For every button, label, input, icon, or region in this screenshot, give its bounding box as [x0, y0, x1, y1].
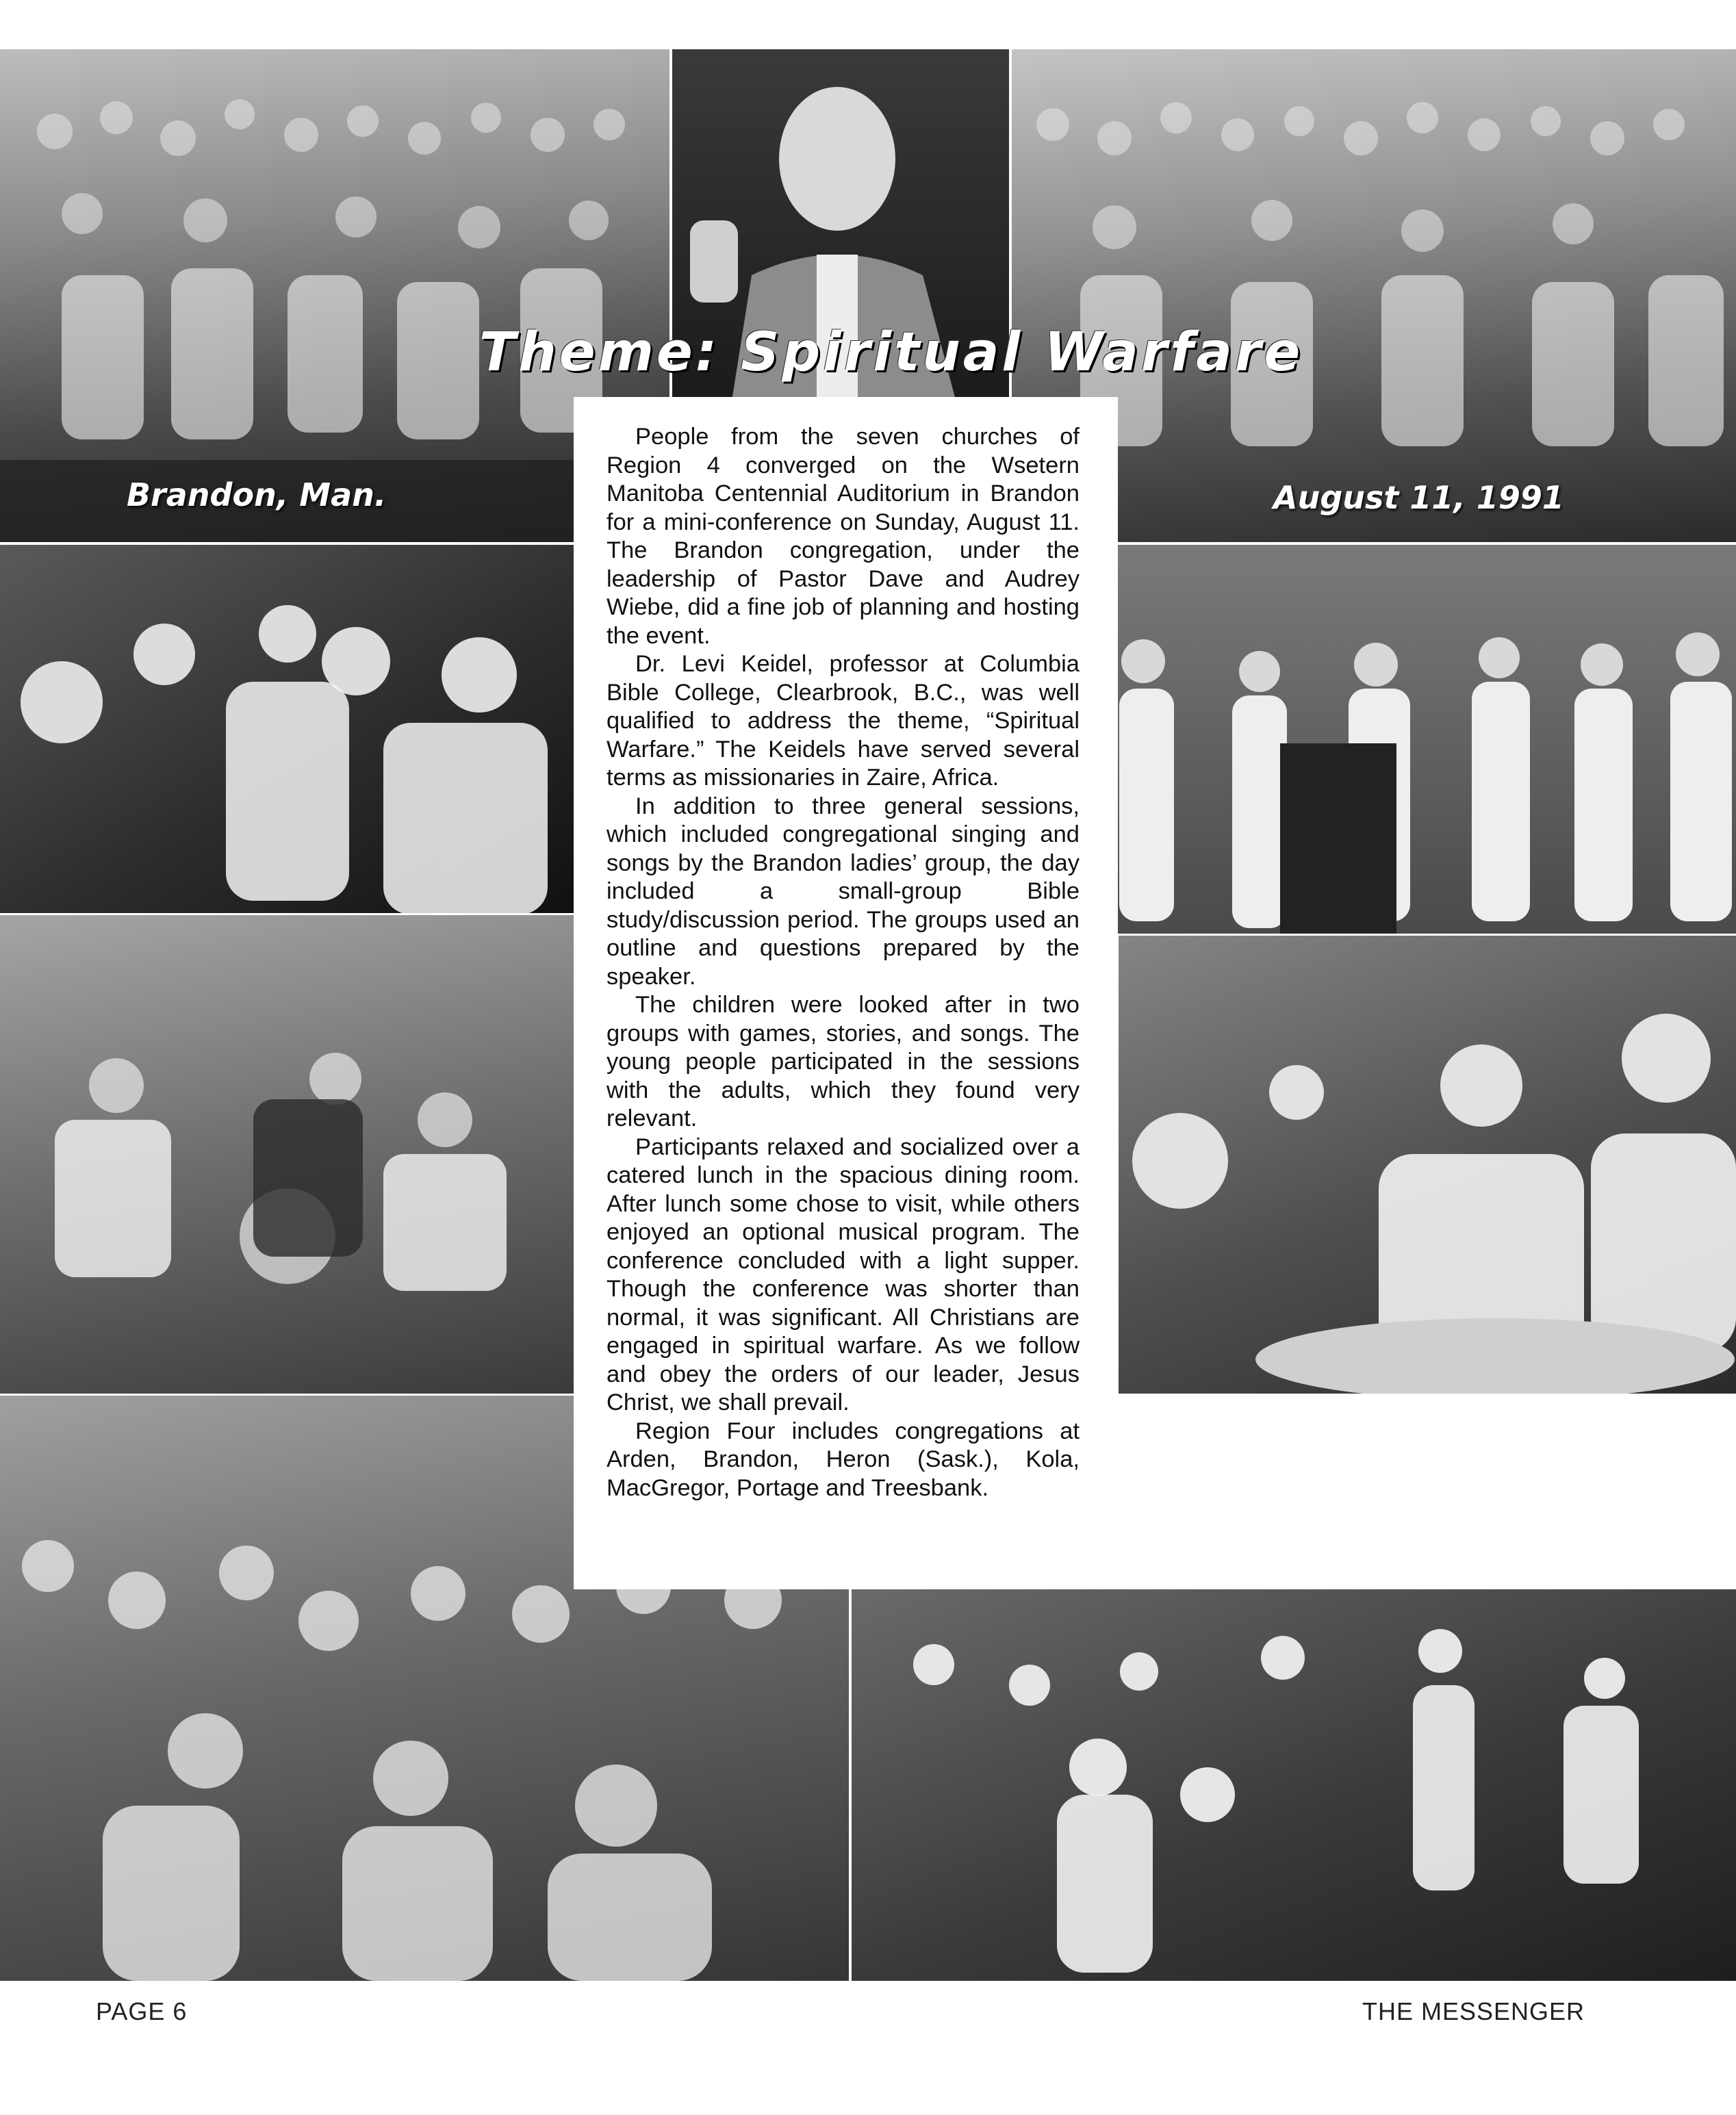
discussion-group-photo [0, 914, 574, 1395]
divider [0, 542, 574, 545]
ladies-group-photo [1116, 545, 1736, 935]
top-margin [0, 0, 1736, 49]
children-group-photo [852, 1589, 1736, 1981]
article-paragraph: Dr. Levi Keidel, professor at Columbia Bible College, Clearbrook, B.C., was well qualified to address the theme, “Spiritual Warfare.” The Keidels have served several terms as missionaries in Zaire, Africa. [607, 651, 1080, 791]
article-paragraph: Region Four includes congregations at Arden, Brandon, Heron (Sask.), Kola, MacGregor, Portage and Treesbank. [607, 1418, 1080, 1501]
discussion-shapes [0, 914, 574, 1395]
article-paragraph: People from the seven churches of Region 4 converged on the Wsetern Manitoba Centennial Auditorium in Brandon for a mini-conference on Sunday, August 11. The Brandon congregation, under the leadership of Pastor Dave and Audrey Wiebe, did a fine job of planning and hosting the event. [607, 424, 1080, 649]
divider [0, 913, 574, 915]
lunch-shapes [1119, 935, 1736, 1395]
article-body [574, 397, 1118, 1589]
divider [849, 1589, 852, 1981]
divider [1116, 934, 1736, 936]
children-shapes [852, 1589, 1736, 1981]
divider [1119, 1394, 1736, 1396]
crowd-shapes-right [1012, 49, 1736, 542]
article-paragraph: The children were looked after in two groups with games, stories, and songs. The young people participated in the sessions with the adults, which they found very relevant. [607, 992, 1080, 1131]
location-caption: Brandon, Man. [127, 476, 387, 513]
date-caption: August 11, 1991 [1273, 479, 1564, 516]
publication-name: THE MESSENGER [1362, 1997, 1585, 2025]
fellowship-photo [0, 545, 574, 914]
fellowship-shapes [0, 545, 574, 914]
crowd-shapes [0, 49, 669, 542]
congregation-left-photo [0, 49, 669, 542]
ladies-shapes [1116, 545, 1736, 935]
page-number: PAGE 6 [96, 1997, 188, 2025]
lunch-photo [1119, 935, 1736, 1395]
article-paragraph: In addition to three general sessions, which included congregational singing and songs by the Brandon ladies’ group, the day included a small-group Bible study/discussion period. The groups used an outline and questions prepared by the speaker. [607, 793, 1080, 990]
article-paragraph: Participants relaxed and socialized over a catered lunch in the spacious dining room. After lunch some chose to visit, while others enjoyed an optional musical program. The conference concluded with a light supper. Though the conference was shorter than normal, it was significant. All Christians are engaged in spiritual warfare. As we follow and obey the orders of our leader, Jesus Christ, we shall prevail. [607, 1133, 1080, 1415]
divider [1116, 542, 1736, 545]
congregation-right-photo [1012, 49, 1736, 542]
divider [0, 1394, 574, 1396]
theme-heading: Theme: Spiritual Warfare [479, 322, 1303, 383]
